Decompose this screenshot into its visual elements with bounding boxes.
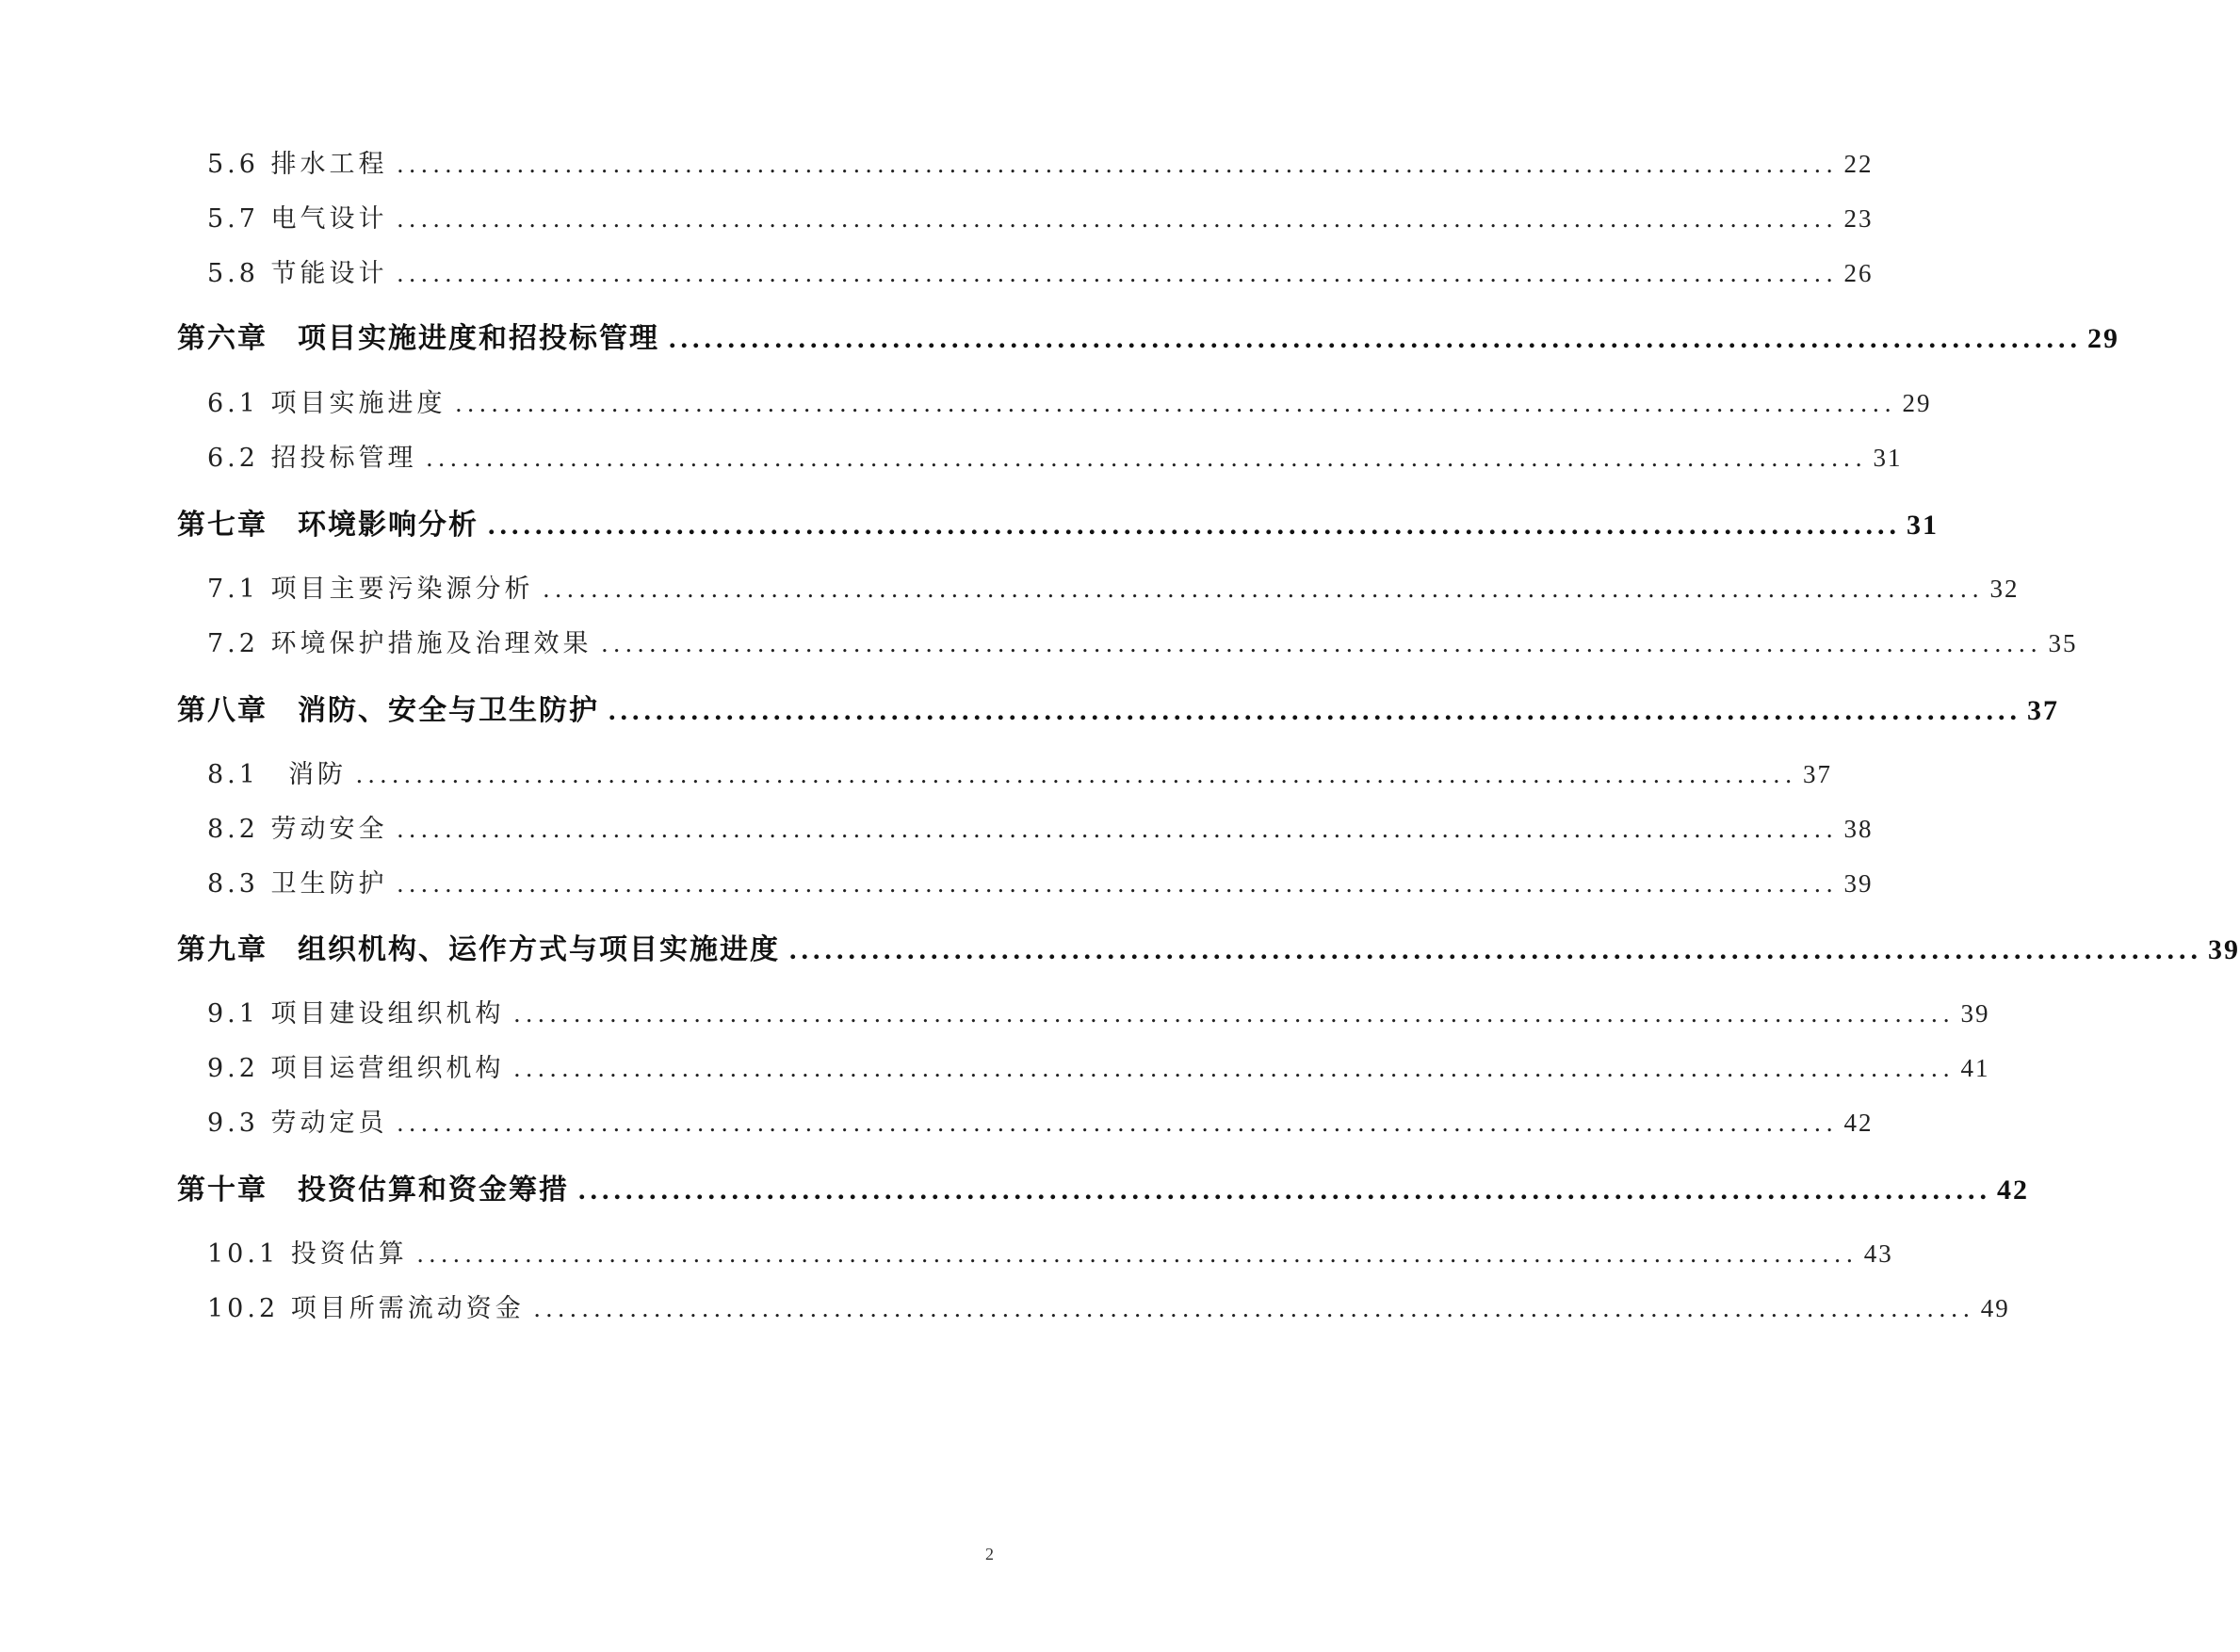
toc-leader-dots: ........................................................................................................................ bbox=[397, 259, 1839, 287]
toc-leader-dots: ........................................................................................................................ bbox=[669, 323, 2082, 354]
toc-section-entry bbox=[207, 252, 1874, 289]
toc-section-entry bbox=[207, 1233, 1893, 1270]
toc-entry-page: 31 bbox=[1907, 510, 1939, 541]
toc-entry-title: 8.1 消防 bbox=[207, 760, 347, 789]
toc-entry-page: 31 bbox=[1873, 444, 1903, 472]
page-number: 2 bbox=[985, 1545, 994, 1563]
toc-chapter-entry bbox=[177, 315, 2119, 356]
toc-leader-dots: ........................................................................................................................ bbox=[397, 815, 1839, 843]
toc-entry-title: 第十章 投资估算和资金筹措 bbox=[177, 1174, 569, 1207]
toc-section-entry bbox=[207, 623, 2078, 659]
toc-leader-dots: ........................................................................................................................ bbox=[513, 999, 1956, 1028]
toc-section-entry bbox=[207, 1047, 1990, 1084]
toc-section-entry bbox=[207, 1288, 2010, 1324]
toc-entry-title: 6.1 项目实施进度 bbox=[207, 389, 446, 418]
toc-section-entry bbox=[207, 993, 1990, 1029]
toc-entry-page: 37 bbox=[2027, 695, 2059, 726]
toc-entry-title: 10.1 投资估算 bbox=[207, 1239, 408, 1269]
toc-chapter-entry bbox=[177, 1166, 2029, 1207]
toc-entry-title: 5.7 电气设计 bbox=[207, 204, 388, 234]
toc-entry-page: 35 bbox=[2048, 629, 2078, 657]
toc-section-entry bbox=[207, 863, 1874, 899]
toc-leader-dots: ........................................................................................................................ bbox=[397, 204, 1839, 233]
toc-leader-dots: ........................................................................................................................ bbox=[397, 869, 1839, 898]
toc-section-entry bbox=[207, 808, 1874, 845]
toc-entry-title: 8.3 卫生防护 bbox=[207, 869, 388, 899]
toc-entry-title: 5.6 排水工程 bbox=[207, 150, 388, 179]
toc-entry-page: 37 bbox=[1802, 760, 1832, 788]
toc-chapter-entry bbox=[177, 926, 2240, 967]
toc-entry-title: 9.1 项目建设组织机构 bbox=[207, 999, 505, 1028]
toc-leader-dots: ........................................................................................................................ bbox=[543, 575, 1985, 603]
toc-entry-page: 42 bbox=[1997, 1174, 2029, 1206]
toc-entry-page: 26 bbox=[1843, 259, 1874, 287]
toc-entry-page: 39 bbox=[1843, 869, 1874, 898]
toc-leader-dots: ........................................................................................................................ bbox=[533, 1294, 1975, 1322]
toc-entry-page: 43 bbox=[1863, 1239, 1893, 1268]
toc-leader-dots: ........................................................................................................................ bbox=[397, 1109, 1839, 1137]
toc-entry-title: 第九章 组织机构、运作方式与项目实施进度 bbox=[177, 933, 780, 966]
toc-section-entry bbox=[207, 1102, 1874, 1139]
toc-chapter-entry bbox=[177, 687, 2059, 728]
toc-section-entry bbox=[207, 568, 2020, 605]
toc-leader-dots: ........................................................................................................................ bbox=[416, 1239, 1859, 1268]
toc-entry-page: 42 bbox=[1843, 1109, 1874, 1137]
toc-leader-dots: ........................................................................................................................ bbox=[578, 1174, 1991, 1206]
toc-entry-page: 32 bbox=[1989, 575, 2020, 603]
toc-entry-title: 7.2 环境保护措施及治理效果 bbox=[207, 629, 592, 658]
toc-entry-title: 9.3 劳动定员 bbox=[207, 1109, 388, 1138]
toc-entry-title: 第七章 环境影响分析 bbox=[177, 509, 479, 542]
toc-leader-dots: ........................................................................................................................ bbox=[488, 510, 1901, 541]
toc-section-entry bbox=[207, 198, 1874, 235]
toc-chapter-entry bbox=[177, 501, 1939, 543]
toc-entry-page: 39 bbox=[2208, 934, 2240, 965]
toc-entry-page: 22 bbox=[1843, 150, 1874, 178]
toc-entry-title: 6.2 招投标管理 bbox=[207, 444, 417, 473]
toc-leader-dots: ........................................................................................................................ bbox=[789, 934, 2202, 965]
toc-entry-page: 23 bbox=[1843, 204, 1874, 233]
toc-entry-page: 29 bbox=[1902, 389, 1932, 417]
toc-leader-dots: ........................................................................................................................ bbox=[355, 760, 1797, 788]
toc-entry-page: 38 bbox=[1843, 815, 1874, 843]
toc-leader-dots: ........................................................................................................................ bbox=[601, 629, 2043, 657]
toc-entry-title: 第八章 消防、安全与卫生防护 bbox=[177, 694, 599, 727]
toc-section-entry bbox=[207, 143, 1874, 180]
toc-leader-dots: ........................................................................................................................ bbox=[426, 444, 1868, 472]
toc-entry-title: 5.8 节能设计 bbox=[207, 259, 388, 288]
toc-section-entry bbox=[207, 753, 1832, 790]
toc-entry-page: 41 bbox=[1960, 1054, 1990, 1082]
toc-entry-title: 10.2 项目所需流动资金 bbox=[207, 1294, 525, 1323]
toc-leader-dots: ........................................................................................................................ bbox=[397, 150, 1839, 178]
toc-entry-title: 第六章 项目实施进度和招投标管理 bbox=[177, 322, 659, 355]
toc-entry-page: 39 bbox=[1960, 999, 1990, 1028]
toc-entry-title: 8.2 劳动安全 bbox=[207, 815, 388, 844]
toc-entry-title: 9.2 项目运营组织机构 bbox=[207, 1054, 505, 1083]
toc-leader-dots: ........................................................................................................................ bbox=[609, 695, 2021, 726]
toc-leader-dots: ........................................................................................................................ bbox=[513, 1054, 1956, 1082]
toc-entry-title: 7.1 项目主要污染源分析 bbox=[207, 575, 534, 604]
toc-leader-dots: ........................................................................................................................ bbox=[455, 389, 1897, 417]
toc-entry-page: 49 bbox=[1980, 1294, 2010, 1322]
toc-section-entry bbox=[207, 382, 1932, 419]
toc-section-entry bbox=[207, 437, 1903, 474]
toc-entry-page: 29 bbox=[2087, 323, 2119, 354]
